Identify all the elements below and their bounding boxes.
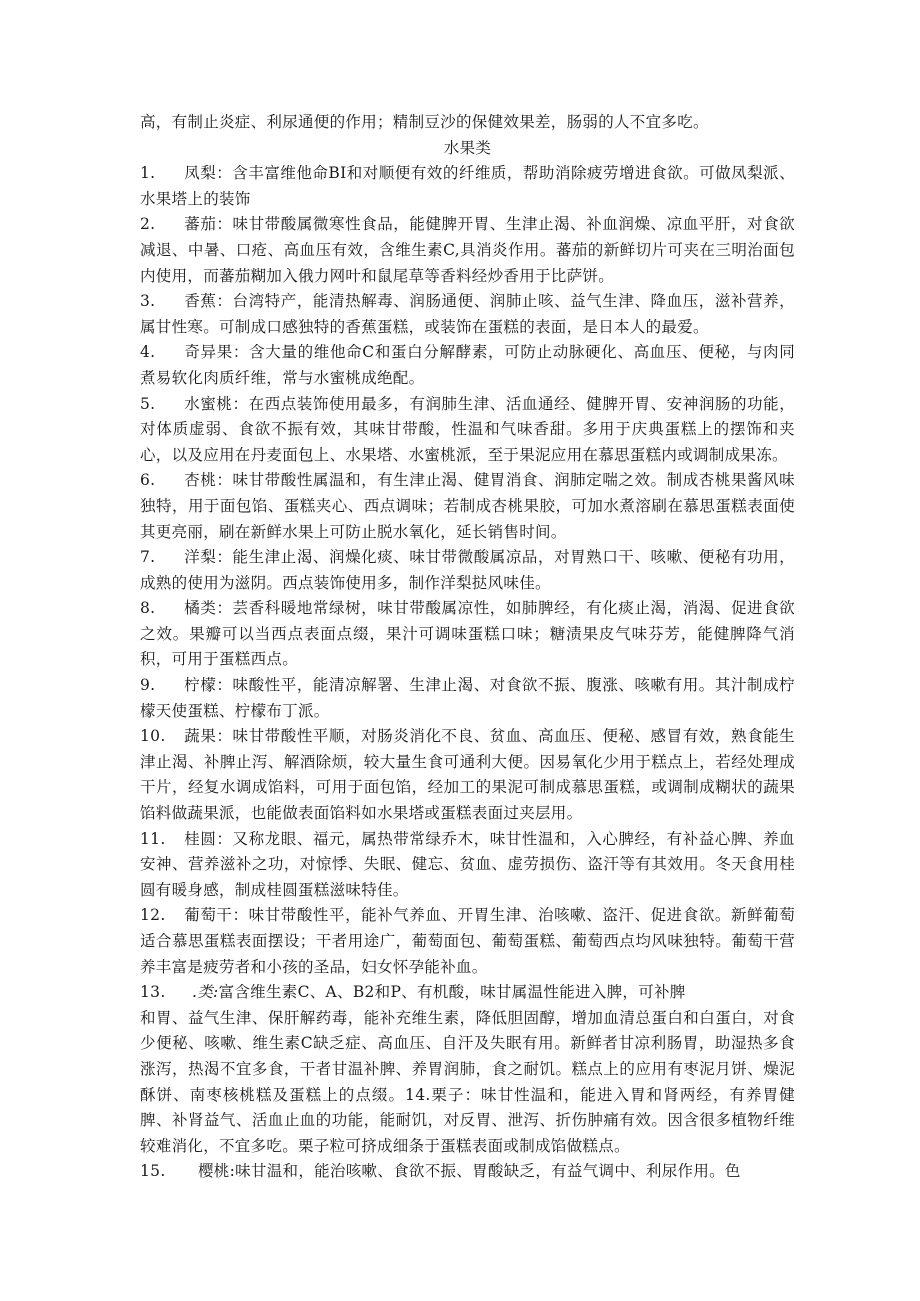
list-item (140, 596, 795, 673)
item-name: 洋梨： (184, 548, 233, 567)
item-number: 10. (140, 727, 166, 746)
list-item (140, 827, 795, 904)
item-number: 6. (140, 471, 156, 490)
list-item (140, 161, 795, 212)
list-item (140, 468, 795, 545)
item-name: .类: (192, 983, 219, 1002)
intro-line: 高，有制止炎症、利尿通便的作用；精制豆沙的保健效果差，肠弱的人不宜多吃。 (140, 113, 709, 131)
item-name: 橘类： (184, 599, 233, 618)
item-text: 富含维生素C、A、B2和P、有机酸，味甘属温性能进入脾，可补脾 (218, 983, 686, 1002)
item-text: 含丰富维他命BI和对顺便有效的纤维质，帮助消除疲劳增进食欲。可做凤梨派、水果塔上的装饰 (140, 164, 795, 208)
document-page (140, 110, 795, 1185)
item-name: 香蕉： (184, 292, 233, 311)
item-number: 7. (140, 548, 156, 567)
section-title: 水果类 (443, 138, 492, 157)
list-item (140, 289, 795, 340)
item-text: 和胃、益气生津、保肝解药毒，能补充维生素，降低胆固醇，增加血清总蛋白和白蛋白，对食少便秘、咳嗽、维生素C缺乏症、高血压、自汗及失眠有用。新鲜者甘凉利肠胃，助湿热多食涨泻，热渴不宜多食，干者甘温补脾、养胃润肺，食之耐饥。糕点上的应用有枣泥月饼、燥泥酥饼、南枣核桃糕及蛋糕上的点缀。14.栗子：味甘性温和，能进入胃和肾两经，有养胃健脾、补肾益气、活血止血的功能，能耐饥，对反胃、泄泻、折伤肿痛有效。因含很多植物纤维较难消化，不宜多吃。栗子粒可挤成细条于蛋糕表面或制成馅做糕点。 (140, 1008, 795, 1155)
item-number: 9. (140, 676, 156, 695)
item-text: 味甘带酸性平顺，对肠炎消化不良、贫血、高血压、便秘、感冒有效，熟食能生津止渴、补脾止泻、解酒除烦，较大量生食可通利大便。因易氧化少用于糕点上，若经处理成干片，经复水调成馅料，可用于面包馅，经加工的果泥可制成慕思蛋糕，或调制成糊状的蔬果馅料做蔬果派，也能做表面馅料如水果塔或蛋糕表面过夹层用。 (140, 727, 795, 823)
list-item (140, 392, 795, 469)
item-text: 味酸性平，能清凉解署、生津止渴、对食欲不振、腹涨、咳嗽有用。其汁制成柠檬天使蛋糕、柠檬布丁派。 (140, 676, 795, 720)
item-name: 奇异果： (184, 343, 250, 362)
item-name: 柠檬： (184, 676, 233, 695)
item-text: 含大量的维他命C和蛋白分解酵素，可防止动脉硬化、高血压、便秘，与肉同煮易软化肉质纤维，常与水蜜桃成绝配。 (140, 343, 796, 387)
item-name: 蔬果： (184, 727, 233, 746)
item-number: 13. (140, 983, 166, 1002)
item-text: 味甘带酸属微寒性食品，能健脾开胃、生津止渴、补血润燥、凉血平肝，对食欲减退、中暑、口疮、高血压有效，含维生素C,具消炎作用。蕃茄的新鲜切片可夹在三明治面包内使用，而蕃茄糊加入俄力网叶和鼠尾草等香料经炒香用于比萨饼。 (140, 215, 795, 285)
list-item (140, 980, 795, 1006)
list-item (140, 212, 795, 289)
item-text: 芸香科暖地常绿树，味甘带酸属凉性，如肺脾经，有化痰止渴，消渴、促进食欲之效。果瓣可以当西点表面点缀，果汁可调味蛋糕口味；糖渍果皮气味芬芳，能健脾降气消积，可用于蛋糕西点。 (140, 599, 795, 669)
item-number: 2. (140, 215, 156, 234)
item-name: 水蜜桃： (184, 394, 249, 413)
item-number: 1. (140, 164, 156, 183)
item-name: 蕃茄： (184, 215, 233, 234)
item-text: 味甘温和，能治咳嗽、食欲不振、胃酸缺乏，有益气调中、利尿作用。色 (235, 1162, 741, 1181)
list-item (140, 1159, 795, 1185)
item-name: 桂圆： (184, 829, 233, 848)
item-number: 3. (140, 292, 156, 311)
item-text: 又称龙眼、福元，属热带常绿乔木，味甘性温和，入心脾经，有补益心脾、养血安神、营养滋补之功，对惊悸、失眠、健忘、贫血、虚劳损伤、盗汗等有其效用。冬天食用桂圆有暖身感，制成桂圆蛋糕滋味特佳。 (140, 829, 795, 899)
list-item (140, 545, 795, 596)
item-name: 樱桃: (198, 1162, 236, 1181)
list-item-continuation (140, 1006, 795, 1160)
item-number: 12. (140, 906, 166, 925)
item-text: 能生津止渴、润燥化痰、味甘带微酸属凉品，对胃熟口干、咳嗽、便秘有功用，成熟的使用为滋阴。西点装饰使用多，制作洋梨挞风味佳。 (140, 548, 795, 592)
item-number: 15. (140, 1162, 166, 1181)
list-item (140, 903, 795, 980)
item-text: 味甘带酸性平，能补气养血、开胃生津、治咳嗽、盗汗、促进食欲。新鲜葡萄适合慕思蛋糕表面摆设；干者用途广，葡萄面包、葡萄蛋糕、葡萄西点均风味独特。葡萄干营养丰富是疲劳者和小孩的圣品，妇女怀孕能补血。 (140, 906, 796, 976)
item-number: 11. (140, 829, 166, 848)
item-name: 杏桃： (184, 471, 233, 490)
list-item (140, 340, 795, 391)
item-number: 5. (140, 394, 156, 413)
list-item (140, 673, 795, 724)
item-name: 葡萄干： (184, 906, 249, 925)
item-name: 凤梨： (184, 164, 233, 183)
item-text: 台湾特产，能清热解毒、润肠通便、润肺止咳、益气生津、降血压，滋补营养，属甘性寒。可制成口感独特的香蕉蛋糕，或装饰在蛋糕的表面，是日本人的最爱。 (140, 292, 795, 336)
item-number: 8. (140, 599, 156, 618)
list-item (140, 724, 795, 826)
item-number: 4. (140, 343, 156, 362)
item-text: 味甘带酸性属温和，有生津止渴、健胃消食、润肺定喘之效。制成杏桃果酱风味独特，用于面包馅、蛋糕夹心、西点调味；若制成杏桃果胶，可加水煮溶刷在慕思蛋糕表面使其更亮丽，刷在新鲜水果上可防止脱水氧化，延长销售时间。 (140, 471, 795, 541)
item-text: 在西点装饰使用最多，有润肺生津、活血通经、健脾开胃、安神润肠的功能，对体质虚弱、食欲不振有效，其味甘带酸，性温和气味香甜。多用于庆典蛋糕上的摆饰和夹心，以及应用在丹麦面包上、水果塔、水蜜桃派，至于果泥应用在慕思蛋糕内或调制成果冻。 (140, 394, 796, 464)
